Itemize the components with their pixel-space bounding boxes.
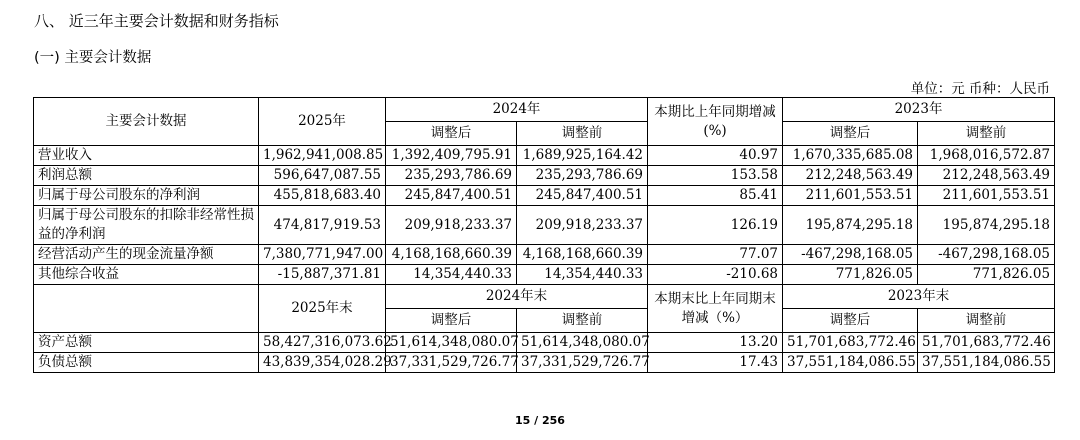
- cell-2024-after: 37,331,529,726.77: [386, 353, 517, 373]
- header2-2024-adjusted-before: 调整前: [517, 309, 648, 333]
- cell-2024-after: 235,293,786.69: [386, 166, 517, 186]
- cell-2023-after: 211,601,553.51: [783, 186, 918, 206]
- cell-2025: 58,427,316,073.62: [259, 333, 386, 353]
- header2-2025: 2025年末: [259, 285, 386, 333]
- header-item: 主要会计数据: [34, 98, 259, 146]
- cell-2024-before: 235,293,786.69: [517, 166, 648, 186]
- section-heading: 八、 近三年主要会计数据和财务指标: [34, 12, 279, 30]
- table-row: [34, 166, 1055, 186]
- cell-2023-after: 212,248,563.49: [783, 166, 918, 186]
- cell-2024-after: 4,168,168,660.39: [386, 245, 517, 265]
- row-label: 其他综合收益: [34, 265, 259, 285]
- cell-2023-before: 212,248,563.49: [918, 166, 1055, 186]
- header-change: 本期比上年同期增减(%): [648, 98, 783, 146]
- cell-2024-after: 245,847,400.51: [386, 186, 517, 206]
- row-label: 经营活动产生的现金流量净额: [34, 245, 259, 265]
- cell-2023-after: 771,826.05: [783, 265, 918, 285]
- cell-2025: 7,380,771,947.00: [259, 245, 386, 265]
- cell-2023-before: 771,826.05: [918, 265, 1055, 285]
- header2-item-blank: [34, 285, 259, 333]
- cell-2023-before: 1,968,016,572.87: [918, 146, 1055, 166]
- cell-change: 85.41: [648, 186, 783, 206]
- cell-change: 13.20: [648, 333, 783, 353]
- cell-2025: 43,839,354,028.29: [259, 353, 386, 373]
- header2-2023-adjusted-before: 调整前: [918, 309, 1055, 333]
- table-row: [34, 206, 1055, 245]
- table-row: [34, 146, 1055, 166]
- cell-2025: 474,817,919.53: [259, 206, 386, 245]
- cell-2024-before: 37,331,529,726.77: [517, 353, 648, 373]
- header2-2023-adjusted-after: 调整后: [783, 309, 918, 333]
- cell-2023-before: 37,551,184,086.55: [918, 353, 1055, 373]
- unit-currency-note: 单位：元 币种：人民币: [910, 81, 1050, 97]
- cell-2025: -15,887,371.81: [259, 265, 386, 285]
- cell-2024-after: 51,614,348,080.07: [386, 333, 517, 353]
- cell-change: 77.07: [648, 245, 783, 265]
- row-label: 利润总额: [34, 166, 259, 186]
- cell-2023-before: 51,701,683,772.46: [918, 333, 1055, 353]
- cell-2024-before: 245,847,400.51: [517, 186, 648, 206]
- cell-2024-after: 14,354,440.33: [386, 265, 517, 285]
- cell-2024-before: 4,168,168,660.39: [517, 245, 648, 265]
- row-label: 资产总额: [34, 333, 259, 353]
- cell-2025: 455,818,683.40: [259, 186, 386, 206]
- cell-2024-before: 1,689,925,164.42: [517, 146, 648, 166]
- cell-2024-after: 209,918,233.37: [386, 206, 517, 245]
- cell-2023-after: -467,298,168.05: [783, 245, 918, 265]
- table-row: [34, 333, 1055, 353]
- cell-2023-after: 51,701,683,772.46: [783, 333, 918, 353]
- cell-change: 126.19: [648, 206, 783, 245]
- cell-2024-before: 14,354,440.33: [517, 265, 648, 285]
- header-2023-adjusted-after: 调整后: [783, 122, 918, 146]
- cell-2024-before: 51,614,348,080.07: [517, 333, 648, 353]
- header-2023-adjusted-before: 调整前: [918, 122, 1055, 146]
- row-label: 负债总额: [34, 353, 259, 373]
- header2-change: 本期末比上年同期末增减（%）: [648, 285, 783, 333]
- cell-change: 153.58: [648, 166, 783, 186]
- row-label: 归属于母公司股东的扣除非经常性损益的净利润: [34, 206, 259, 245]
- cell-2024-before: 209,918,233.37: [517, 206, 648, 245]
- table-row: [34, 265, 1055, 285]
- header-2025: 2025年: [259, 98, 386, 146]
- cell-2023-before: 211,601,553.51: [918, 186, 1055, 206]
- cell-change: 40.97: [648, 146, 783, 166]
- table-row: [34, 245, 1055, 265]
- row-label: 营业收入: [34, 146, 259, 166]
- cell-change: 17.43: [648, 353, 783, 373]
- subsection-heading: (一) 主要会计数据: [34, 50, 152, 66]
- table-row: [34, 353, 1055, 373]
- header-2024-adjusted-after: 调整后: [386, 122, 517, 146]
- header-2024: 2024年: [386, 98, 648, 122]
- header-2024-adjusted-before: 调整前: [517, 122, 648, 146]
- cell-2023-after: 37,551,184,086.55: [783, 353, 918, 373]
- cell-change: -210.68: [648, 265, 783, 285]
- header-2023: 2023年: [783, 98, 1055, 122]
- header2-2023: 2023年末: [783, 285, 1055, 309]
- cell-2023-before: -467,298,168.05: [918, 245, 1055, 265]
- cell-2025: 596,647,087.55: [259, 166, 386, 186]
- cell-2023-before: 195,874,295.18: [918, 206, 1055, 245]
- cell-2023-after: 195,874,295.18: [783, 206, 918, 245]
- table-header-row: [34, 98, 1055, 122]
- cell-2024-after: 1,392,409,795.91: [386, 146, 517, 166]
- table-row: [34, 186, 1055, 206]
- cell-2025: 1,962,941,008.85: [259, 146, 386, 166]
- page-number: 15 / 256: [515, 414, 565, 427]
- cell-2023-after: 1,670,335,685.08: [783, 146, 918, 166]
- row-label: 归属于母公司股东的净利润: [34, 186, 259, 206]
- header2-2024-adjusted-after: 调整后: [386, 309, 517, 333]
- accounting-data-table: [33, 97, 1055, 373]
- header2-2024: 2024年末: [386, 285, 648, 309]
- table-header-row-2: [34, 285, 1055, 309]
